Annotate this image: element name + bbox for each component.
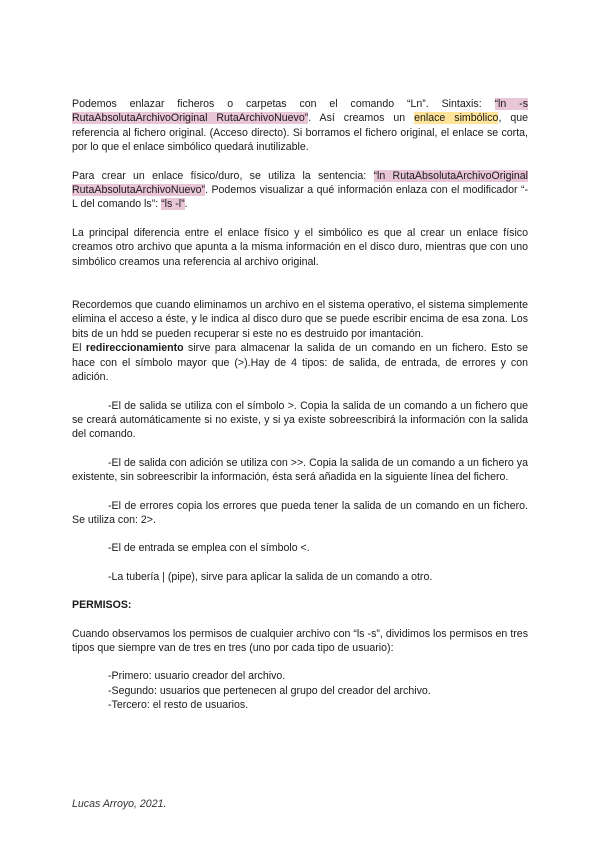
paragraph-permissions: Cuando observamos los permisos de cualquier archivo con “ls -s”, dividimos los permisos en tres tipos que siempre van de tres en tres (uno por cada tipo de usuario): — [72, 627, 528, 654]
paragraph-input-redirect: -El de entrada se emplea con el símbolo <. — [108, 542, 310, 555]
paragraph-pipe: -La tubería | (pipe), sirve para aplicar la salida de un comando a otro. — [108, 570, 433, 583]
bold-term: redireccionamiento — [85, 342, 184, 355]
highlight-command: “ls -l” — [161, 198, 185, 211]
section-heading-permisos: PERMISOS: — [72, 599, 132, 612]
text-segment: Podemos enlazar ficheros o carpetas con el comando “Ln”. Sintaxis: — [72, 98, 495, 110]
list-item: -Tercero: el resto de usuarios. — [108, 699, 249, 712]
document-body — [72, 97, 528, 713]
paragraph-output-redirect: -El de salida se utiliza con el símbolo >. Copia la salida de un comando a un fichero que se creará automáticamente si no existe, y si ya existe sobreescribirá la información con la salida del comando. — [72, 399, 528, 441]
text-segment: . — [184, 198, 188, 211]
text-segment: . Podemos visualizar a qué información enlaza con el modificador “-L del comando ls”: — [72, 184, 528, 211]
paragraph-append-redirect: -El de salida con adición se utiliza con >>. Copia la salida de un comando a un fichero ya existente, sin sobreescribir la información, ésta será añadida en la siguiente línea del fichero. — [72, 456, 528, 484]
paragraph-difference: La principal diferencia entre el enlace físico y el simbólico es que al crear un enlace físico creamos otro archivo que apunta a la misma información en el disco duro, mientras que con uno simbólico creamos una referencia al archivo original. — [72, 226, 528, 268]
list-item: -Segundo: usuarios que pertenecen al grupo del creador del archivo. — [108, 684, 431, 697]
highlight-term: enlace simbólico — [414, 112, 499, 125]
list-item: -Primero: usuario creador del archivo. — [108, 670, 286, 683]
text-segment: . Así creamos un — [308, 112, 415, 125]
paragraph-hard-link — [72, 169, 528, 212]
footer-author: Lucas Arroyo, 2021. — [72, 798, 167, 810]
paragraph-redirection — [72, 341, 528, 384]
paragraph-error-redirect: -El de errores copia los errores que pueda tener la salida de un comando en un fichero. Se utiliza con: 2>. — [72, 499, 528, 526]
highlight-command: “ln -s RutaAbsolutaArchivoOriginal RutaArchivoNuevo” — [72, 98, 528, 125]
paragraph-symbolic-link — [72, 97, 528, 155]
text-segment: , que referencia al fichero original. (Acceso directo). Si borramos el fichero original, el enlace se corta, por lo que el enlace simbólico quedará inutilizable. — [72, 112, 529, 154]
text-segment: sirve para almacenar la salida de un comando en un fichero. Esto se hace con el símbolo mayor que (>).Hay de 4 tipos: de salida, de entrada, de errores y con adición. — [72, 342, 528, 384]
text-segment: El — [72, 342, 86, 355]
paragraph-delete-files: Recordemos que cuando eliminamos un archivo en el sistema operativo, el sistema simplemente elimina el acceso a éste, y le indica al disco duro que se puede escribir encima de esa zona. Los bits de un hdd se pueden recuperar si este no es destruido por imantación. — [72, 299, 528, 340]
highlight-command: “ln RutaAbsolutaArchivoOriginal RutaAbsolutaArchivoNuevo” — [72, 169, 528, 197]
text-segment: Para crear un enlace físico/duro, se utiliza la sentencia: — [72, 169, 374, 182]
